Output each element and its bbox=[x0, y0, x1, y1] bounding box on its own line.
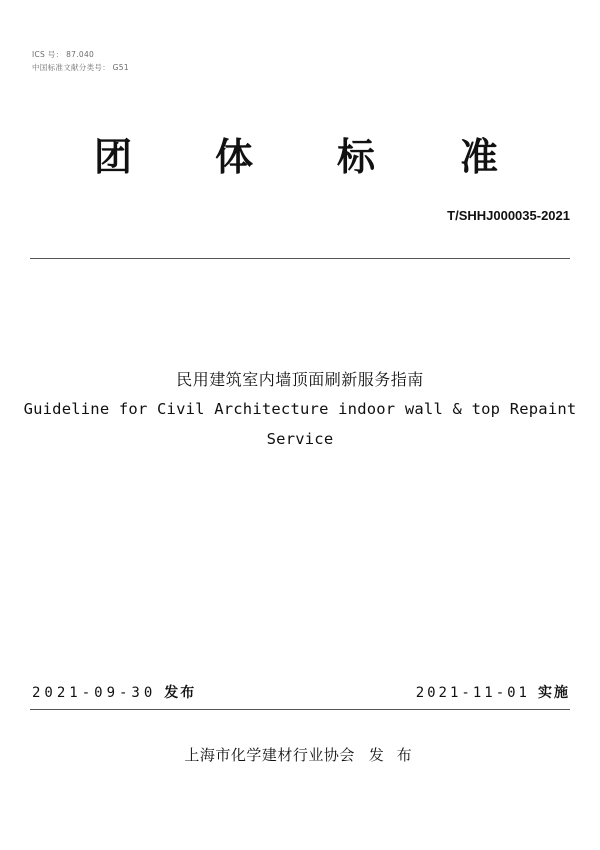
bottom-divider bbox=[30, 709, 570, 710]
issue-date-block bbox=[32, 682, 196, 702]
issue-label: 发布 bbox=[164, 685, 197, 701]
implementation-date-block bbox=[416, 682, 570, 702]
standard-type-heading bbox=[0, 132, 600, 182]
heading-char-1: 团 bbox=[94, 135, 133, 179]
issue-date: 2021-09-30 bbox=[32, 685, 157, 701]
ccs-classification: 中国标准文献分类号： G51 bbox=[32, 63, 129, 72]
publisher-name: 上海市化学建材行业协会 bbox=[184, 746, 355, 764]
heading-char-3: 标 bbox=[337, 135, 376, 179]
implementation-label: 实施 bbox=[538, 685, 570, 701]
chinese-title: 民用建筑室内墙顶面刷新服务指南 bbox=[176, 370, 424, 389]
english-title-line-2: Service bbox=[266, 430, 334, 448]
standard-code: T/SHHJ000035-2021 bbox=[447, 208, 570, 223]
ics-number: ICS 号： 87.040 bbox=[32, 50, 95, 59]
english-title-line-1: Guideline for Civil Architecture indoor wall & top Repaint bbox=[23, 400, 577, 418]
top-divider bbox=[30, 258, 570, 259]
publisher-line bbox=[0, 744, 600, 765]
implementation-date: 2021-11-01 bbox=[415, 685, 530, 701]
heading-char-4: 准 bbox=[460, 135, 499, 179]
publisher-label: 发 布 bbox=[368, 746, 416, 764]
heading-char-2: 体 bbox=[215, 135, 254, 179]
